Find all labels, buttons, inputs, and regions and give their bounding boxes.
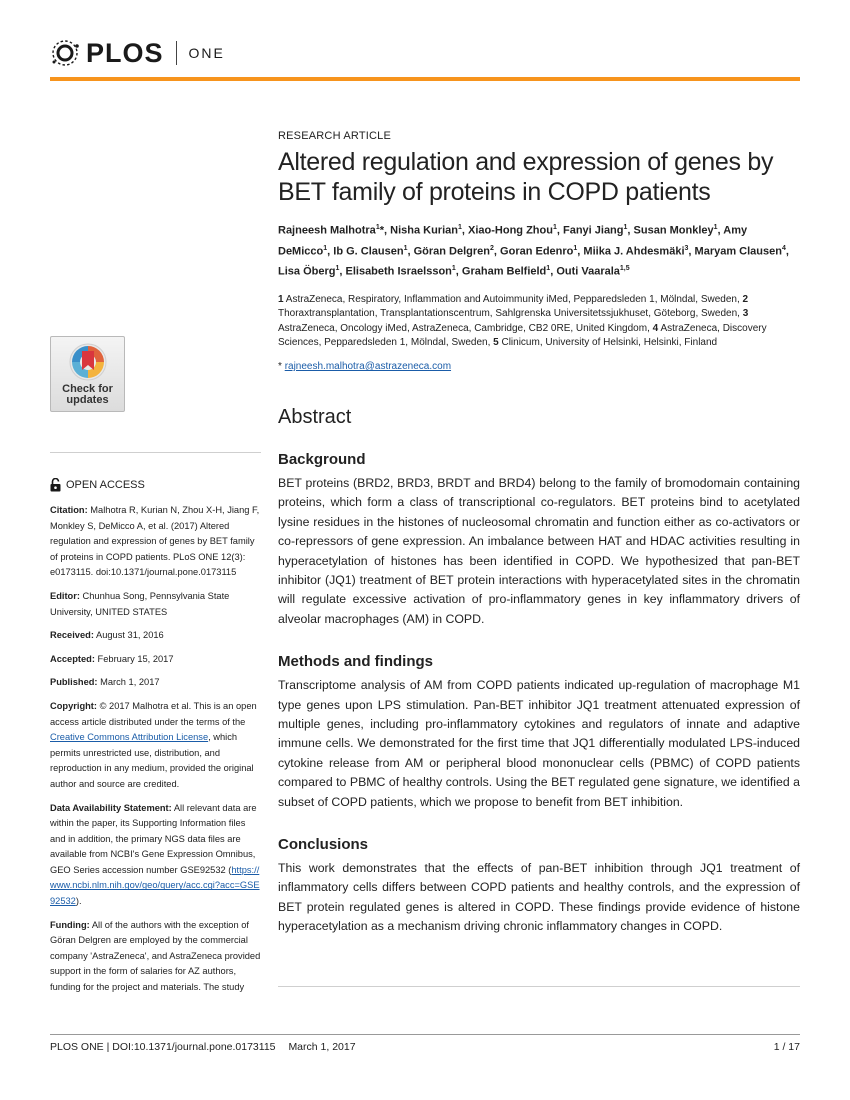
author-affiliation-number: 2 bbox=[490, 244, 494, 252]
editor-block bbox=[50, 589, 263, 620]
author-affiliation-number: 1 bbox=[713, 224, 718, 231]
author-name: Nisha Kurian bbox=[390, 224, 458, 237]
logo-divider bbox=[176, 41, 177, 65]
author-affiliation-number: 3 bbox=[684, 244, 689, 252]
citation-label: Citation: bbox=[50, 505, 88, 515]
received-label: Received: bbox=[50, 630, 94, 641]
author-affiliation-number: 1 bbox=[623, 224, 628, 231]
author-affiliation-number: 1,5 bbox=[619, 265, 630, 273]
affiliation-number: 1 bbox=[278, 293, 284, 305]
article-metadata bbox=[50, 503, 263, 1004]
editor-text: Chunhua Song, Pennsylvania State University, UNITED STATES bbox=[50, 590, 230, 617]
journal-name: ONE bbox=[188, 45, 225, 61]
abstract-rule bbox=[278, 986, 800, 987]
open-access-label bbox=[50, 478, 145, 492]
badge-text-line1: Check for bbox=[62, 383, 113, 395]
license-link[interactable]: Creative Commons Attribution License bbox=[50, 732, 209, 743]
affiliation-number: 4 bbox=[652, 322, 659, 334]
author-affiliation-number: 1 bbox=[552, 224, 557, 231]
author-name: Goran Edenro bbox=[500, 245, 574, 258]
crossmark-icon bbox=[68, 342, 108, 382]
author-name: Fanyi Jiang bbox=[562, 224, 624, 237]
author-affiliation-number: 1 bbox=[457, 224, 462, 231]
email-link[interactable]: rajneesh.malhotra@astrazeneca.com bbox=[284, 360, 452, 372]
author-name: Ib G. Clausen bbox=[333, 245, 404, 258]
citation-text: Malhotra R, Kurian N, Zhou X-H, Jiang F, Monkley S, DeMicco A, et al. (2017) Altered regulation and expression of genes by BET family of proteins in COPD patients. PLoS ONE 12(3): e0173115. doi:10.1371/journal.pone.0173115 bbox=[50, 505, 260, 578]
geo-link[interactable]: https://www.ncbi.nlm.nih.gov/geo/query/acc.cgi?acc=GSE92532 bbox=[50, 864, 260, 907]
received-block bbox=[50, 628, 263, 644]
article-title: Altered regulation and expression of genes by BET family of proteins in COPD patients bbox=[278, 148, 774, 206]
author-name: Susan Monkley bbox=[633, 224, 714, 237]
affiliation-text: AstraZeneca, Discovery Sciences, Pepparedsleden 1, Mölndal, Sweden, bbox=[278, 322, 767, 349]
affiliation-text: AstraZeneca, Respiratory, Inflammation and Autoimmunity iMed, Pepparedsleden 1, Mölndal, Sweden, bbox=[285, 293, 740, 305]
citation-block bbox=[50, 503, 263, 581]
author-name: Elisabeth Israelsson bbox=[345, 265, 452, 278]
page-number: 1 / 17 bbox=[773, 1041, 800, 1053]
author-name: Maryam Clausen bbox=[694, 245, 782, 258]
article-main bbox=[278, 130, 800, 937]
sidebar-rule bbox=[50, 452, 261, 453]
published-block bbox=[50, 675, 263, 691]
affiliation-text: Clinicum, University of Helsinki, Helsinki, Finland bbox=[501, 337, 718, 349]
section-text-background: BET proteins (BRD2, BRD3, BRDT and BRD4) belong to the family of bromodomain containing proteins, which form a class of transcriptional co-regulators. BET proteins bind to acetylated lysine residues in the histones of nucleosomal chromatin and function either as co-activators or co-repressors of gene expression. An imbalance between HAT and HDAC activities resulting in hyperacetylation of histones has been identified in COPD. We hypothesized that pan-BET inhibitor (JQ1) treatment of BET protein interactions with hyperacetylated sites in the chromatin will regulate excessive activation of pro-inflammatory genes in key inflammatory drivers of alveolar macrophages (AM) in COPD. bbox=[278, 475, 800, 626]
abstract-heading: Abstract bbox=[278, 405, 352, 428]
open-lock-icon bbox=[50, 478, 61, 492]
footer-citation bbox=[50, 1041, 356, 1053]
accepted-block bbox=[50, 652, 263, 668]
affiliation-text: Thoraxtransplantation, Transplantationscentrum, Sahlgrenska Universitetssjukhuset, Göteborg, Sweden, bbox=[278, 308, 740, 320]
corresponding-mark: * bbox=[278, 360, 282, 372]
header-rule bbox=[50, 77, 800, 81]
open-access-text: OPEN ACCESS bbox=[66, 479, 145, 491]
section-text-conclusions: This work demonstrates that the effects of pan-BET inhibition through JQ1 treatment of inflammatory cells differs between COPD patients and healthy controls, and the expression of BET protein regulated genes is altered in COPD. These findings provide evidence of histone hyperacetylation as a mechanism driving chronic inflammatory changes in COPD. bbox=[278, 861, 800, 934]
footer-doi: PLOS ONE | DOI:10.1371/journal.pone.0173115 bbox=[50, 1041, 276, 1053]
author-name: Graham Belfield bbox=[461, 265, 547, 278]
section-heading-methods: Methods and findings bbox=[278, 653, 433, 671]
data-availability-label: Data Availability Statement: bbox=[50, 802, 172, 813]
data-availability-block bbox=[50, 801, 263, 910]
author-name: Göran Delgren bbox=[413, 245, 491, 258]
author-name: Rajneesh Malhotra bbox=[278, 224, 376, 237]
received-date: August 31, 2016 bbox=[96, 630, 164, 641]
author-affiliation-number: 1 bbox=[546, 265, 551, 273]
affiliation-number: 5 bbox=[493, 337, 499, 349]
article-type: RESEARCH ARTICLE bbox=[278, 130, 392, 142]
affiliation-number: 2 bbox=[742, 293, 749, 305]
badge-text-line2: updates bbox=[66, 394, 109, 406]
published-date: March 1, 2017 bbox=[100, 677, 160, 688]
check-for-updates-badge[interactable] bbox=[50, 336, 125, 412]
author-name: Xiao-Hong Zhou bbox=[468, 224, 553, 237]
section-heading-conclusions: Conclusions bbox=[278, 836, 369, 854]
section-text-methods: Transcriptome analysis of AM from COPD patients indicated up-regulation of macrophage M1 type genes upon LPS stimulation. Pan-BET inhibitor JQ1 treatment attenuated expression of multiple genes, including pro-inflammatory cytokines and regulators of innate and adaptive immune cells. We demonstrated for the first time that JQ1 differentially modulated LPS-induced cytokine release from AM or peripheral blood mononuclear cells (PBMC) of COPD patients compared to PBMC of healthy controls. Using the BET regulated gene signature, we identified a subset of COPD patients, which we propose to benefit from BET inhibition. bbox=[278, 678, 800, 809]
funding-text: All of the authors with the exception of Göran Delgren are employed by the commercial company 'AstraZeneca', and AstraZeneca provided support in the form of salaries for AZ authors, funding for the project and materials. The study bbox=[50, 919, 261, 993]
editor-label: Editor: bbox=[50, 590, 80, 601]
affiliations bbox=[278, 293, 800, 351]
author-affiliation-number: 1 bbox=[573, 244, 578, 252]
copyright-label: Copyright: bbox=[50, 700, 97, 711]
copyright-text: © 2017 Malhotra et al. This is an open access article distributed under the terms of the bbox=[50, 700, 257, 727]
footer-rule bbox=[50, 1034, 800, 1035]
author-affiliation-number: 1 bbox=[323, 244, 328, 252]
copyright-block bbox=[50, 699, 263, 793]
data-availability-text-end: ). bbox=[75, 896, 82, 907]
brand-name: PLOS bbox=[86, 37, 164, 68]
plos-logo-icon bbox=[50, 38, 80, 68]
author-affiliation-number: 1 bbox=[403, 244, 408, 252]
accepted-date: February 15, 2017 bbox=[97, 653, 174, 664]
footer-date: March 1, 2017 bbox=[288, 1041, 356, 1053]
author-name: Lisa Öberg bbox=[278, 265, 336, 278]
journal-logo bbox=[50, 36, 225, 70]
copyright-text-end: , which permits unrestricted use, distribution, and reproduction in any medium, provided the original author and source are credited. bbox=[50, 732, 254, 789]
corresponding-author-mark: * bbox=[379, 224, 384, 237]
author-name: Amy DeMicco bbox=[278, 224, 748, 258]
author-affiliation-number: 1 bbox=[451, 265, 456, 273]
author-name: Miika J. Ahdesmäki bbox=[583, 245, 685, 258]
accepted-label: Accepted: bbox=[50, 653, 95, 664]
data-availability-text: All relevant data are within the paper, its Supporting Information files and in addition, the primary NGS data files are available from NCBI's Gene Expression Omnibus, GEO Series accession number GSE92532 ( bbox=[50, 802, 257, 875]
affiliation-number: 3 bbox=[742, 308, 749, 320]
author-affiliation-number: 4 bbox=[781, 244, 786, 252]
author-list: Rajneesh Malhotra$^1$*, Nisha Kurian$^1$, Xiao-Hong Zhou$^1$, Fanyi Jiang$^1$, Susan Monkley$^1$, Amy DeMicco$^1$, Ib G. Clausen$^1$, Göran Delgren$^2$, Goran Edenro$^1$, Miika J. Ahdesmäki$^3$, Maryam Clausen$^4$, Lisa Öberg$^1$, Elisabeth Israelsson$^1$, Graham Belfield$^1$, Outi Vaarala$^{1,5}$ bbox=[278, 224, 789, 278]
section-heading-background: Background bbox=[278, 450, 366, 468]
corresponding-author bbox=[278, 361, 800, 372]
author-affiliation-number: 1 bbox=[375, 224, 380, 231]
funding-block bbox=[50, 918, 263, 996]
author-affiliation-number: 1 bbox=[335, 265, 340, 273]
author-name: Outi Vaarala bbox=[556, 265, 620, 278]
funding-label: Funding: bbox=[50, 919, 90, 930]
affiliation-text: AstraZeneca, Oncology iMed, AstraZeneca, Cambridge, CB2 0RE, United Kingdom, bbox=[278, 322, 650, 334]
published-label: Published: bbox=[50, 677, 98, 688]
